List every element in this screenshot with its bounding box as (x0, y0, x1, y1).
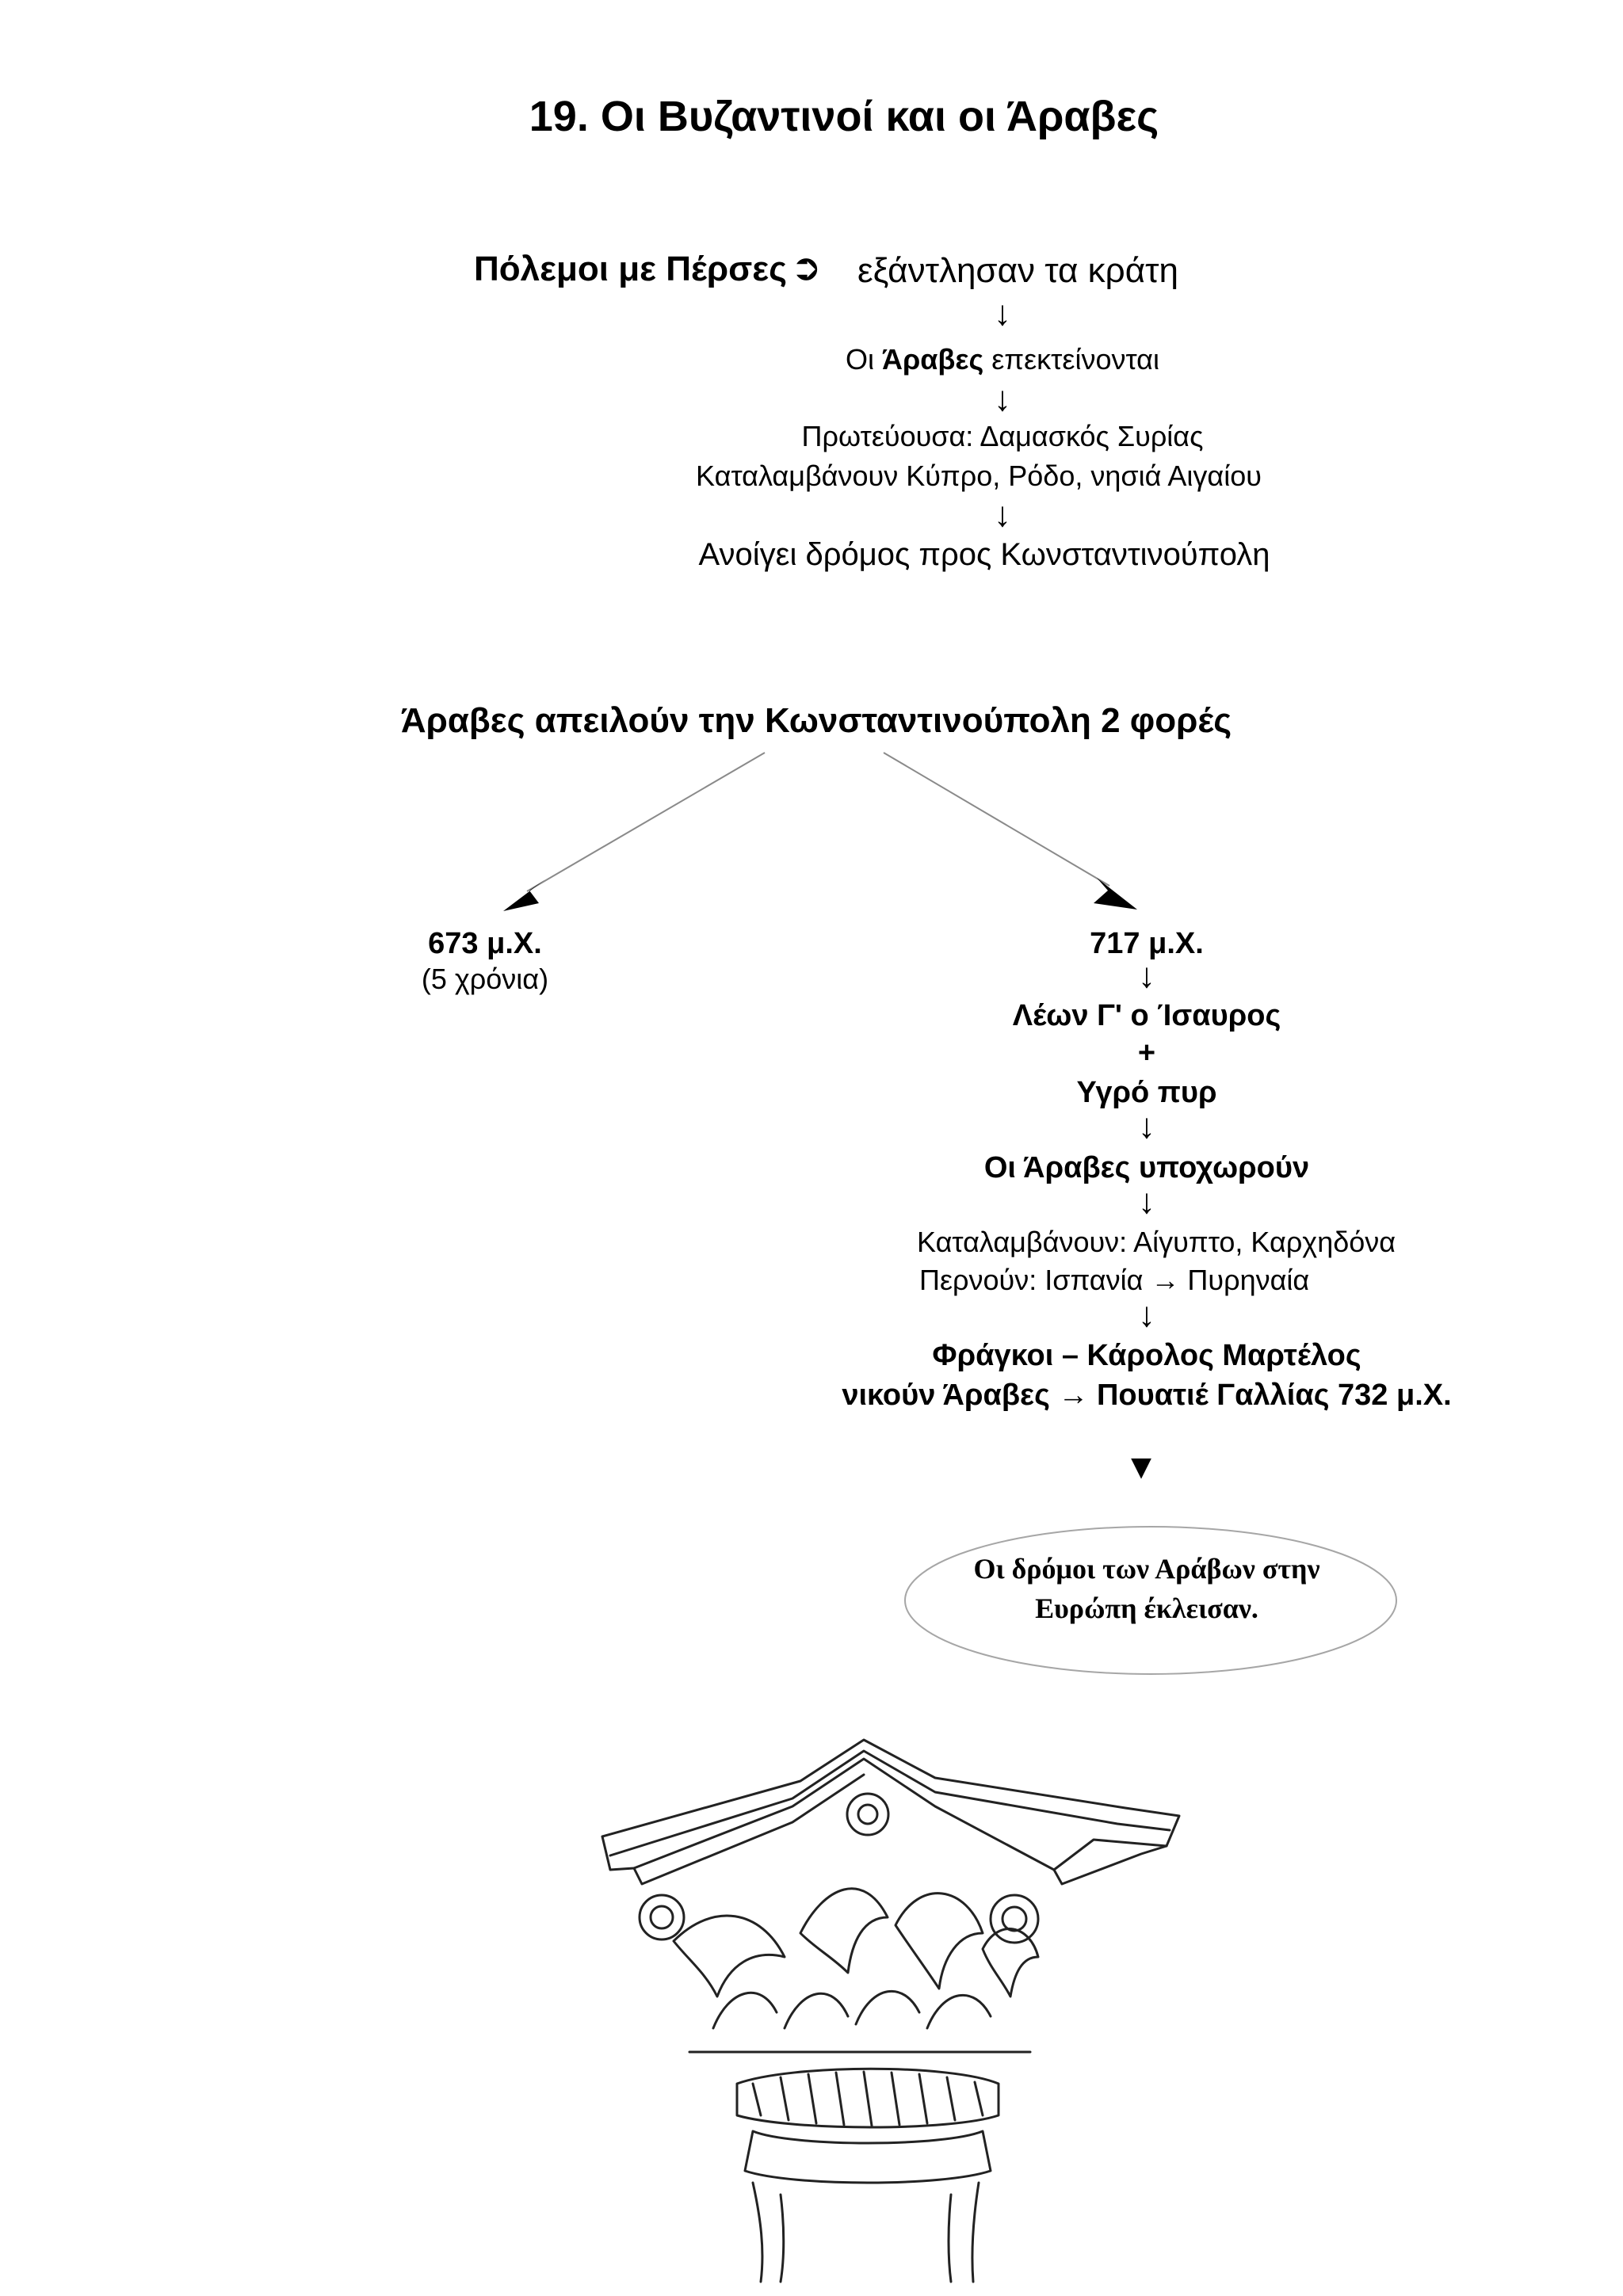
conclusion-line-2: Ευρώπη έκλεισαν. (1035, 1592, 1258, 1624)
down-arrow-icon: ↓ (1138, 956, 1155, 995)
capital-text: Πρωτεύουσα: Δαμασκός Συρίας (801, 420, 1204, 452)
greek-fire-text: Υγρό πυρ (1076, 1076, 1217, 1109)
down-triangle-icon: ▼ (1124, 1447, 1159, 1486)
arabs-expand-text: Οι Άραβες επεκτείνονται (846, 343, 1159, 376)
down-arrow-icon: ↓ (994, 495, 1011, 534)
plus-sign: + (1137, 1036, 1156, 1070)
duration-text: (5 χρόνια) (421, 963, 549, 995)
conquer-islands-text: Καταλαμβάνουν Κύπρο, Ρόδο, νησιά Αιγαίου (696, 460, 1262, 492)
conquer-egypt-text: Καταλαμβάνουν: Αίγυπτο, Καρχηδόνα (917, 1226, 1396, 1258)
victory-poitiers-text: νικούν Άραβες → Πουατιέ Γαλλίας 732 μ.Χ. (842, 1379, 1452, 1412)
page-title: 19. Οι Βυζαντινοί και οι Άραβες (529, 93, 1159, 140)
down-arrow-icon: ↓ (1138, 1107, 1155, 1146)
pass-spain-text: Περνούν: Ισπανία → Πυρηναία (919, 1264, 1310, 1296)
right-arrow-icon: ➲ (791, 246, 822, 288)
down-arrow-icon: ↓ (1138, 1182, 1155, 1221)
road-opens-text: Ανοίγει δρόμος προς Κωνσταντινούπολη (698, 537, 1270, 572)
wars-with-persians-label: Πόλεμοι με Πέρσες (474, 250, 787, 288)
arabs-retreat-text: Οι Άραβες υποχωρούν (983, 1151, 1310, 1184)
conclusion-line-1: Οι δρόμοι των Αράβων στην (973, 1553, 1320, 1585)
leo-isaurian-text: Λέων Γ' ο Ίσαυρος (1012, 999, 1281, 1032)
franks-martel-text: Φράγκοι – Κάρολος Μαρτέλος (932, 1339, 1361, 1372)
year-673: 673 μ.Χ. (428, 927, 542, 960)
down-arrow-icon: ↓ (1138, 1295, 1155, 1334)
down-arrow-icon: ↓ (994, 294, 1011, 333)
down-arrow-icon: ↓ (994, 379, 1011, 418)
exhausted-states-text: εξάντλησαν τα κράτη (857, 251, 1178, 290)
threat-heading: Άραβες απειλούν την Κωνσταντινούπολη 2 φορές (400, 701, 1232, 740)
year-717: 717 μ.Χ. (1090, 927, 1204, 960)
